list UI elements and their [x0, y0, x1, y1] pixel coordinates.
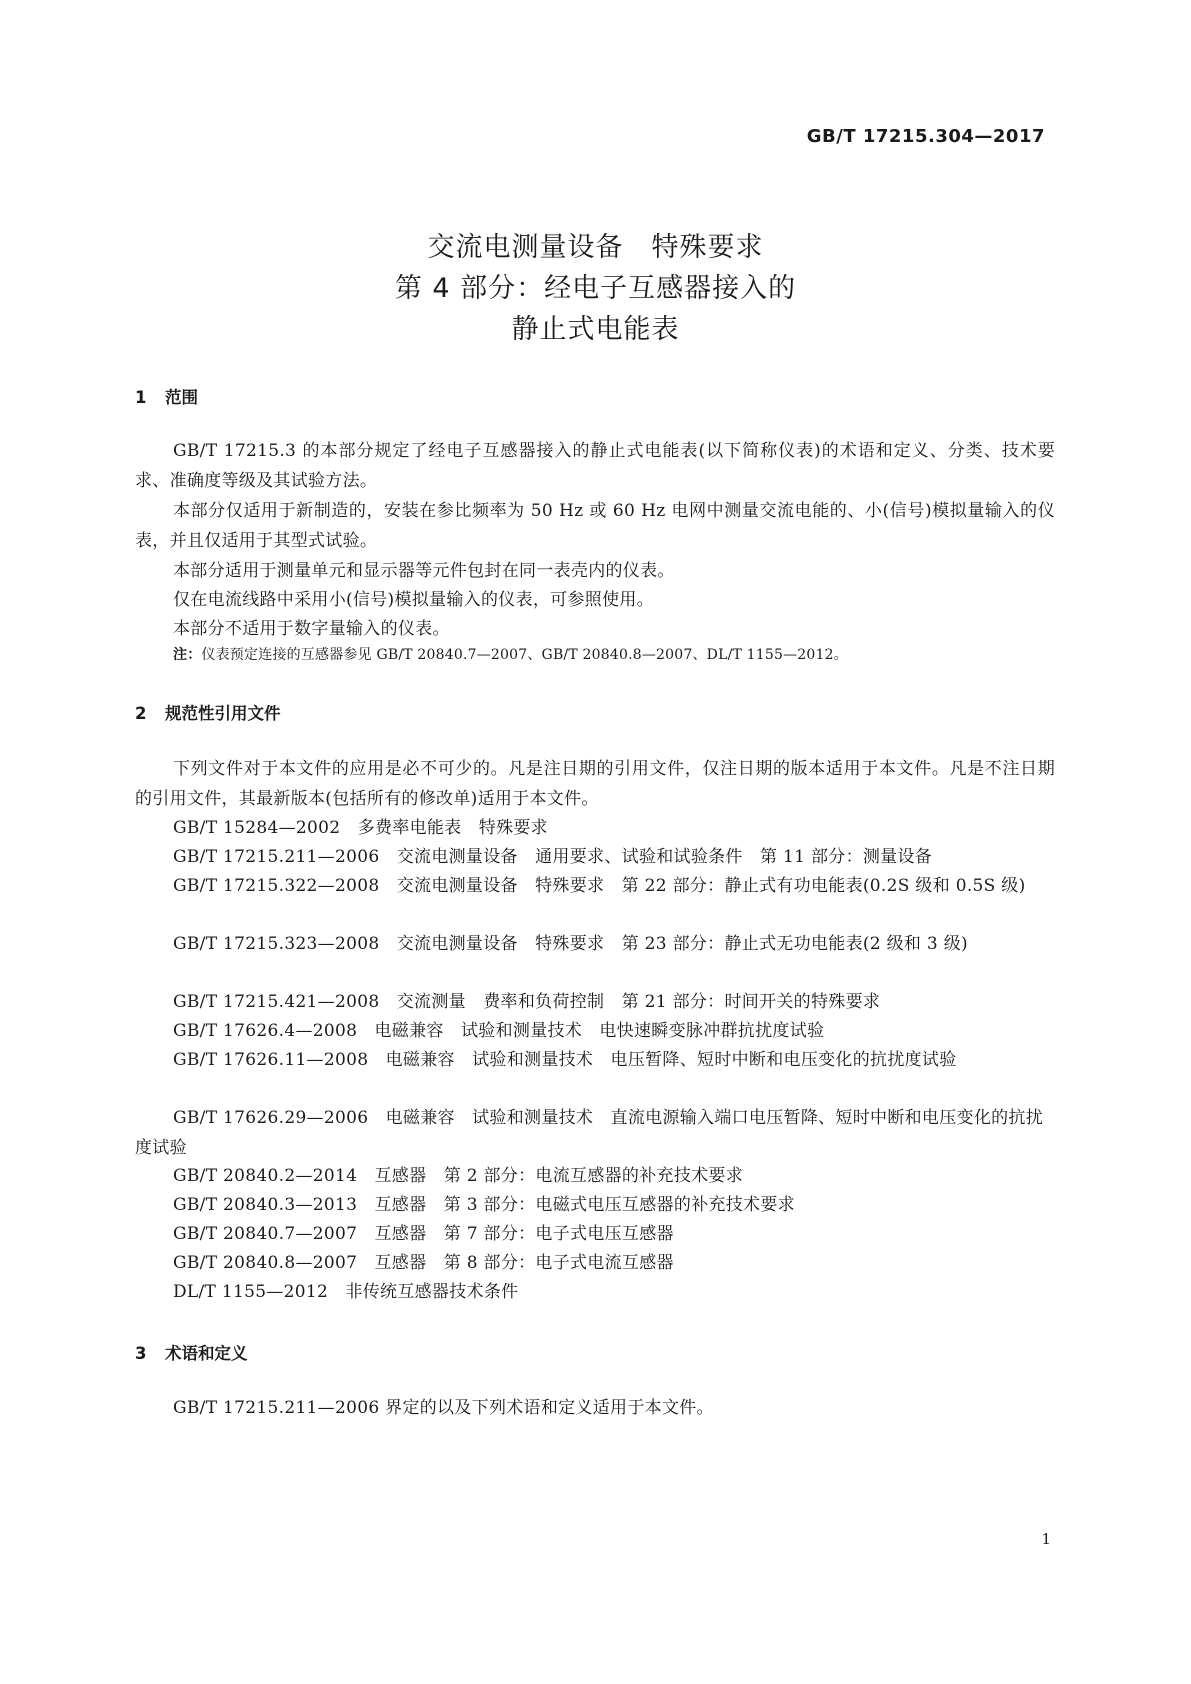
section-1-heading — [135, 384, 198, 408]
section-title: 术语和定义 — [165, 1344, 248, 1363]
section-3-heading — [135, 1340, 248, 1364]
reference-item: GB/T 17215.322—2008 交流电测量设备 特殊要求 第 22 部分：静止式有功电能表(0.2S 级和 0.5S 级) — [173, 876, 1026, 896]
reference-item: GB/T 15284—2002 多费率电能表 特殊要求 — [173, 818, 548, 838]
title-line-1: 交流电测量设备 特殊要求 — [427, 232, 764, 263]
section-number: 2 — [135, 704, 147, 723]
reference-item: GB/T 17215.421—2008 交流测量 费率和负荷控制 第 21 部分：时间开关的特殊要求 — [173, 992, 881, 1012]
reference-item: GB/T 17215.211—2006 交流电测量设备 通用要求、试验和试验条件 第 11 部分：测量设备 — [173, 847, 933, 867]
reference-item: GB/T 17215.323—2008 交流电测量设备 特殊要求 第 23 部分：静止式无功电能表(2 级和 3 级) — [173, 934, 968, 954]
section-number: 1 — [135, 388, 147, 407]
section-2-heading — [135, 700, 281, 724]
note-label: 注： — [173, 647, 202, 663]
reference-item: GB/T 20840.7—2007 互感器 第 7 部分：电子式电压互感器 — [173, 1224, 674, 1244]
title-line-3: 静止式电能表 — [511, 314, 680, 345]
note-text: 仪表预定连接的互感器参见 GB/T 20840.7—2007、GB/T 20840.8—2007、DL/T 1155—2012。 — [201, 647, 848, 663]
paragraph: 下列文件对于本文件的应用是必不可少的。凡是注日期的引用文件，仅注日期的版本适用于本文件。凡是不注日期的引用文件，其最新版本(包括所有的修改单)适用于本文件。 — [135, 759, 1055, 809]
reference-item: GB/T 17626.11—2008 电磁兼容 试验和测量技术 电压暂降、短时中断和电压变化的抗扰度试验 — [173, 1050, 957, 1070]
section-title: 范围 — [165, 388, 198, 407]
reference-item: GB/T 17626.29—2006 电磁兼容 试验和测量技术 直流电源输入端口电压暂降、短时中断和电压变化的抗扰度试验 — [135, 1108, 1044, 1158]
section-title: 规范性引用文件 — [165, 704, 281, 723]
reference-item: GB/T 20840.3—2013 互感器 第 3 部分：电磁式电压互感器的补充技术要求 — [173, 1195, 795, 1215]
note — [173, 645, 848, 665]
reference-item: GB/T 17626.4—2008 电磁兼容 试验和测量技术 电快速瞬变脉冲群抗扰度试验 — [173, 1021, 825, 1041]
reference-item: DL/T 1155—2012 非传统互感器技术条件 — [173, 1282, 519, 1302]
paragraph: 本部分适用于测量单元和显示器等元件包封在同一表壳内的仪表。 — [173, 561, 675, 581]
reference-item: GB/T 20840.8—2007 互感器 第 8 部分：电子式电流互感器 — [173, 1253, 674, 1273]
paragraph: 仅在电流线路中采用小(信号)模拟量输入的仪表，可参照使用。 — [173, 590, 654, 610]
paragraph: 本部分不适用于数字量输入的仪表。 — [173, 619, 450, 639]
paragraph: GB/T 17215.211—2006 界定的以及下列术语和定义适用于本文件。 — [173, 1398, 714, 1418]
paragraph: 本部分仅适用于新制造的，安装在参比频率为 50 Hz 或 60 Hz 电网中测量交流电能的、小(信号)模拟量输入的仪表，并且仅适用于其型式试验。 — [135, 501, 1055, 551]
paragraph: GB/T 17215.3 的本部分规定了经电子互感器接入的静止式电能表(以下简称仪表)的术语和定义、分类、技术要求、准确度等级及其试验方法。 — [135, 441, 1055, 491]
standard-code: GB/T 17215.304—2017 — [806, 126, 1045, 147]
reference-item: GB/T 20840.2—2014 互感器 第 2 部分：电流互感器的补充技术要求 — [173, 1166, 744, 1186]
page-number: 1 — [1041, 1530, 1051, 1548]
section-number: 3 — [135, 1344, 147, 1363]
document-title — [0, 227, 1191, 350]
title-line-2: 第 4 部分：经电子互感器接入的 — [394, 273, 797, 304]
